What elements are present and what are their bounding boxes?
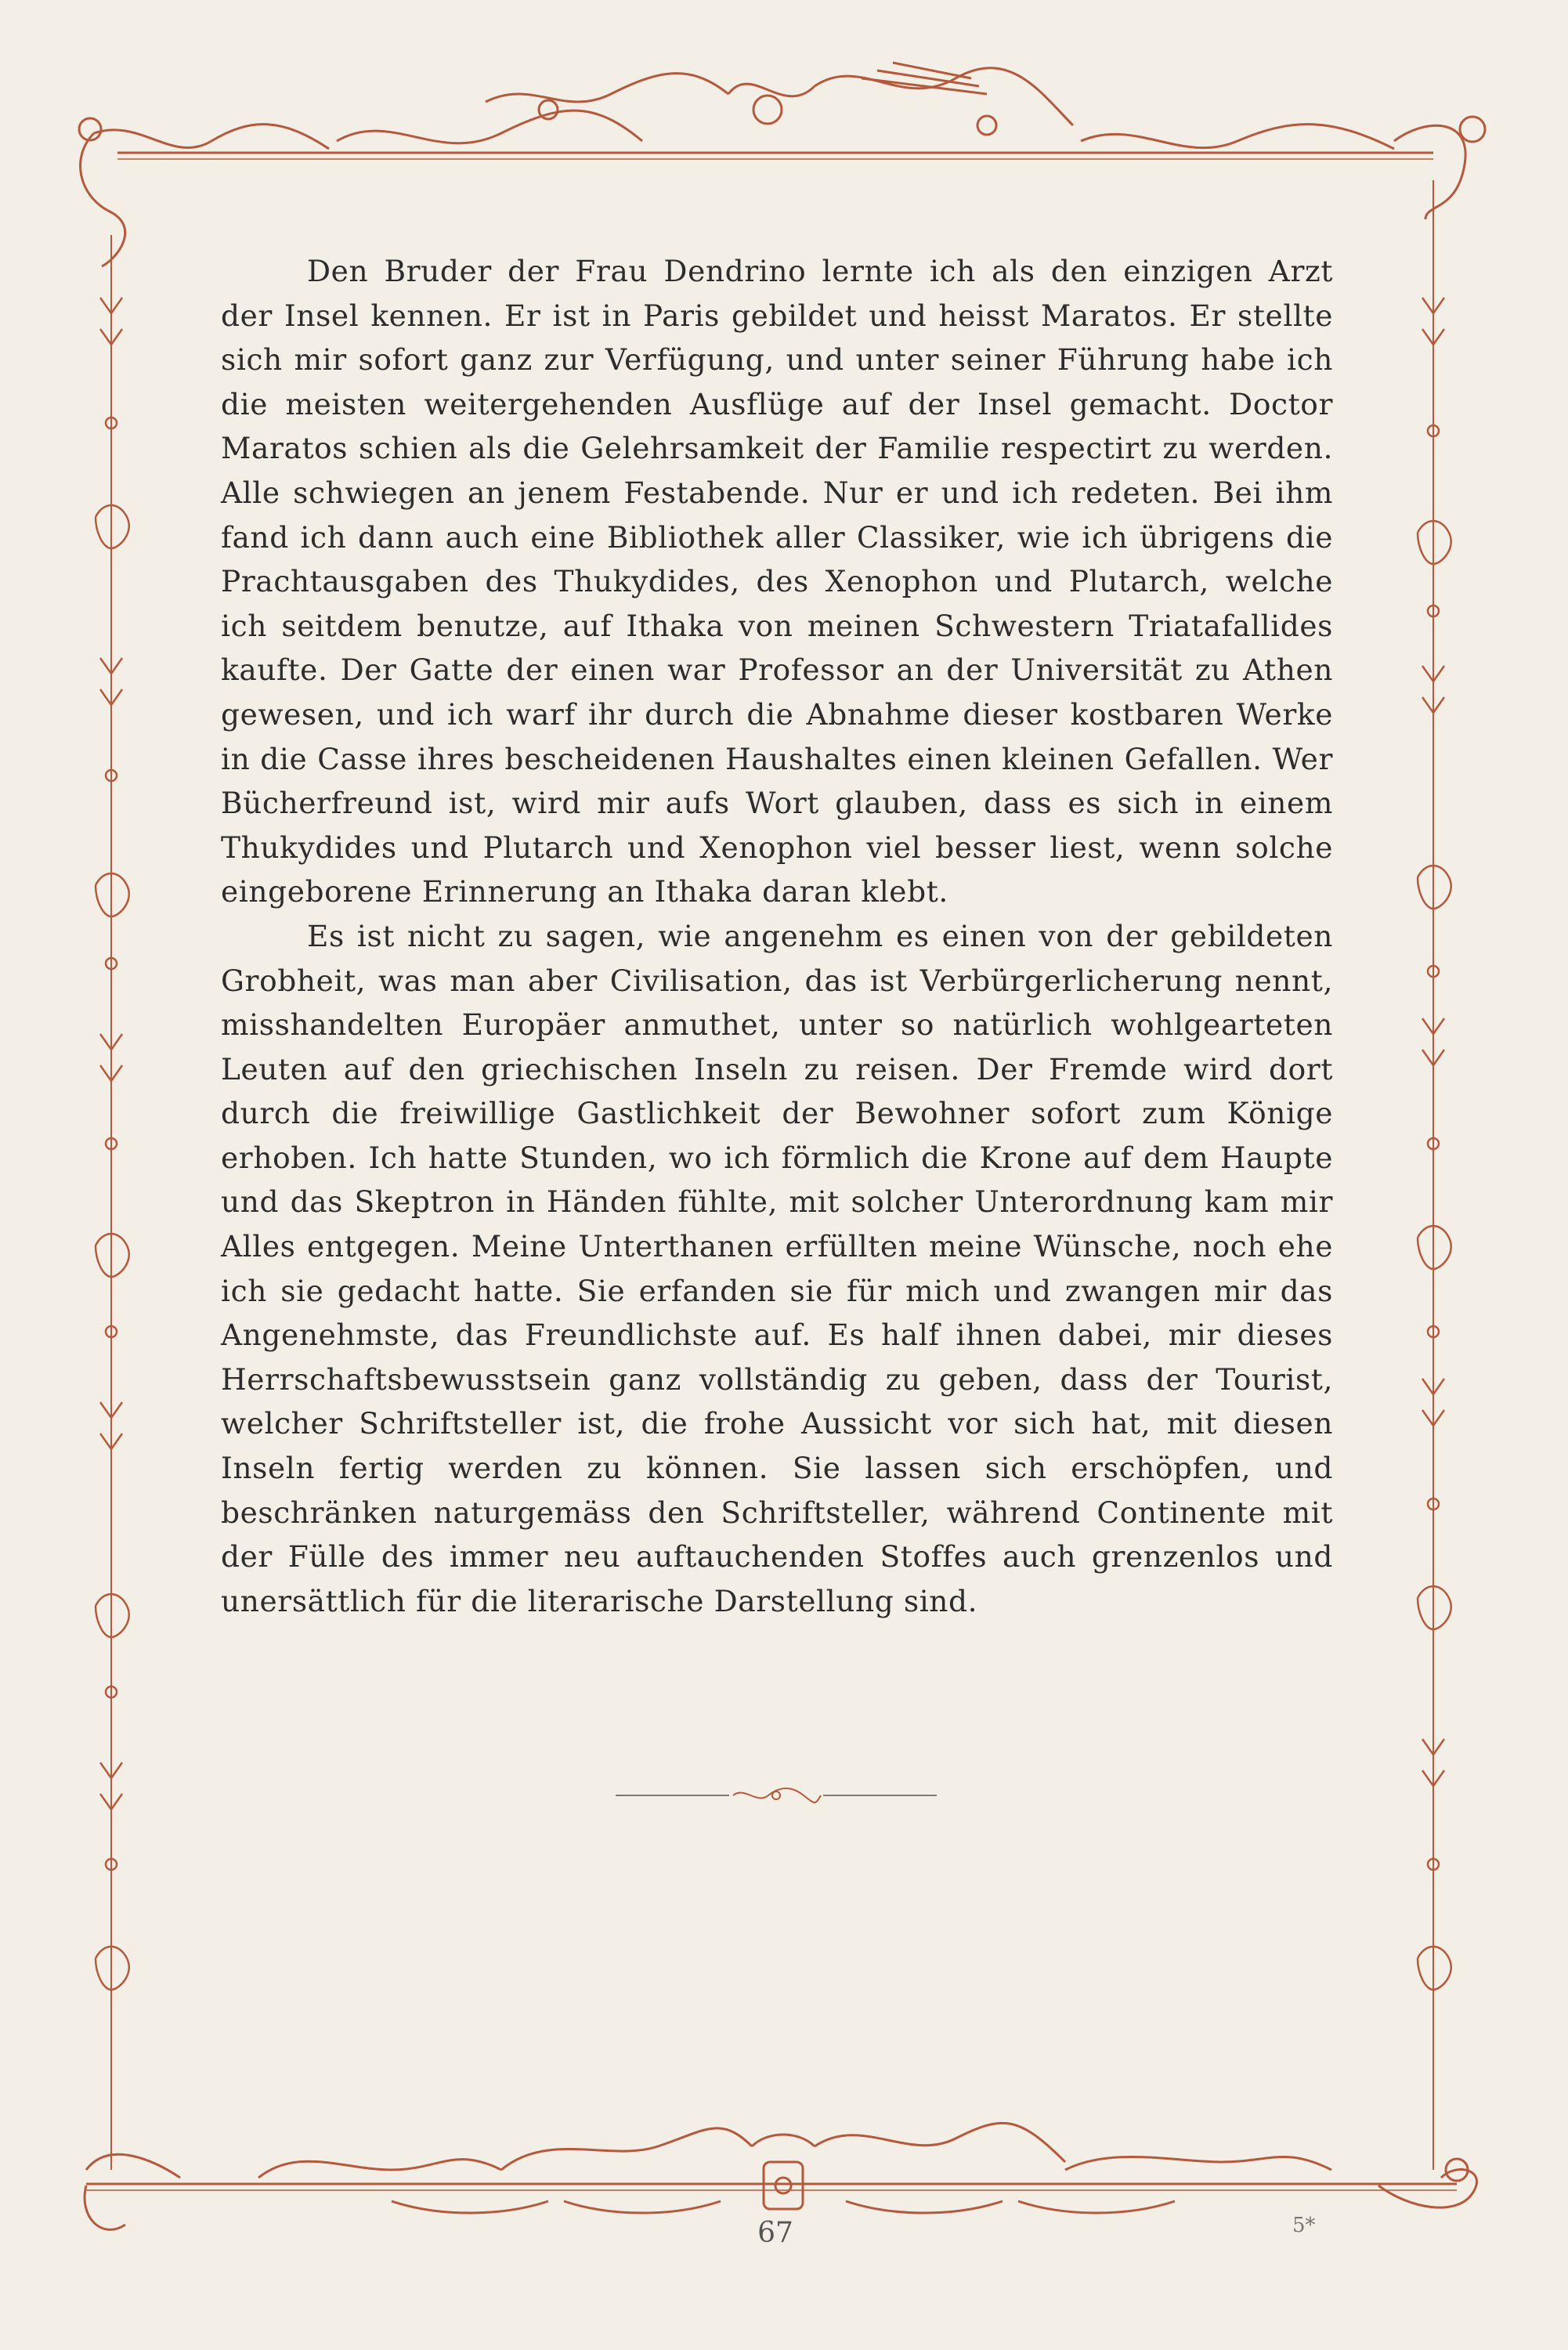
body-text [221,249,1333,1623]
paragraph: Den Bruder der Frau Dendrino lernte ich als den einzigen Arzt der Insel kennen. Er ist in Paris gebildet und heisst Maratos. Er stellte sich mir sofort ganz zur Verfügung, und unter seiner Führung habe ich die meisten weitergehenden Ausflüge auf der Insel gemacht. Doctor Maratos schien als die Gelehrsamkeit der Familie respectirt zu werden. Alle schwiegen an jenem Festabende. Nur er und ich redeten. Bei ihm fand ich dann auch eine Bibliothek aller Classiker, wie ich übrigens die Prachtausgaben des Thukydides, des Xenophon und Plutarch, welche ich seitdem benutze, auf Ithaka von meinen Schwestern Triatafallides kaufte. Der Gatte der einen war Professor an der Universität zu Athen gewesen, und ich warf ihr durch die Abnahme dieser kostbaren Werke in die Casse ihres bescheidenen Haushaltes einen kleinen Gefallen. Wer Bücherfreund ist, wird mir aufs Wort glauben, dass es sich in einem Thukydides und Plutarch und Xenophon viel besser liest, wenn solche eingeborene Erinnerung an Ithaka daran klebt. [221,254,1333,909]
floral-garland-icon [79,63,1485,266]
paragraph: Es ist nicht zu sagen, wie angenehm es einen von der gebildeten Grobheit, was man aber Civilisation, das ist Verbürgerlicherung nennt, misshandelten Europäer anmuthet, unter so natürlich wohlgearteten Leuten auf den griechischen Inseln zu reisen. Der Fremde wird dort durch die freiwillige Gastlichkeit der Bewohner sofort zum Könige erhoben. Ich hatte Stunden, wo ich förmlich die Krone auf dem Haupte und das Skeptron in Händen fühlte, mit solcher Unterordnung kam mir Alles entgegen. Meine Unterthanen erfüllten meine Wünsche, noch ehe ich sie gedacht hatte. Sie erfanden sie für mich und zwangen mir das Angenehmste, das Freundlichste auf. Es half ihnen dabei, mir dieses Herrschaftsbewusstsein ganz vollständig zu geben, dass der Tourist, welcher Schriftsteller ist, die frohe Aussicht vor sich hat, mit diesen Inseln fertig werden zu können. Sie lassen sich erschöpfen, und beschränken naturgemäss den Schriftsteller, während Continente mit der Fülle des immer neu auftauchenden Stoffes auch grenzenlos und unersättlich für die literarische Darstellung sind. [221,918,1333,1618]
tailpiece-icon [616,1784,937,1808]
page-number: 67 [757,2217,793,2249]
signature-mark: 5* [1292,2214,1316,2237]
scroll-garland-icon [85,2123,1476,2229]
